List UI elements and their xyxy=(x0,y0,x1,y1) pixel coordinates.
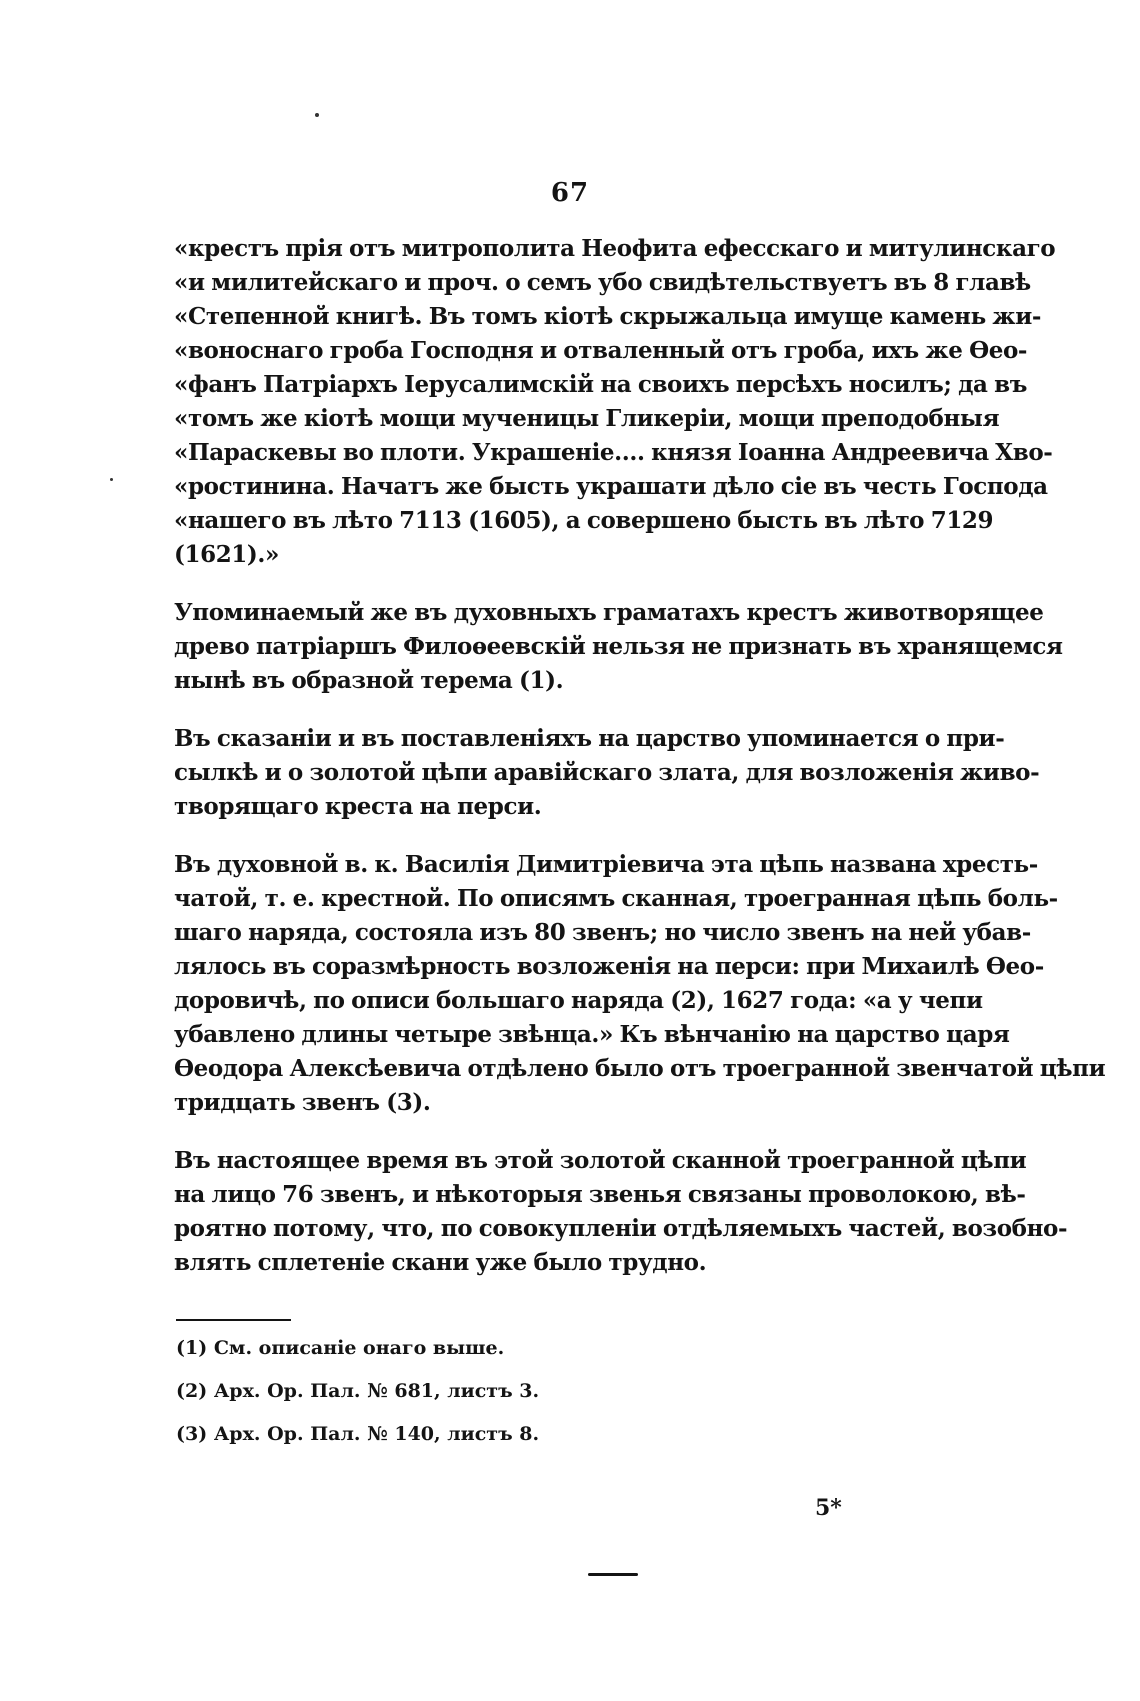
text-line: Въ настоящее время въ этой золотой сканной троегранной цѣпи xyxy=(174,1147,1027,1174)
text-line: «фанъ Патріархъ Іерусалимскій на своихъ персѣхъ носилъ; да въ xyxy=(174,371,1027,398)
text-line: «Степенной книгѣ. Въ томъ кіотѣ скрыжальца имуще камень жи- xyxy=(174,303,1042,330)
text-line: лялось въ соразмѣрность возложенія на перси: при Михаилѣ Ѳео- xyxy=(174,953,1044,980)
paragraph-cross xyxy=(174,596,1063,698)
footnotes xyxy=(176,1336,876,1465)
page-number: 67 xyxy=(550,178,590,208)
text-line: Въ сказаніи и въ поставленіяхъ на царство упоминается о при- xyxy=(174,725,1005,752)
text-line: древо патріаршъ Филоѳеевскій нельзя не признать въ хранящемся xyxy=(174,633,1063,660)
text-line: доровичѣ, по описи большаго наряда (2), 1627 года: «а у чепи xyxy=(174,987,983,1014)
text-line: (1621).» xyxy=(174,541,279,568)
text-line: «и милитейскаго и проч. о семъ убо свидѣтельствуетъ въ 8 главѣ xyxy=(174,269,1031,296)
text-line: «нашего въ лѣто 7113 (1605), а совершено бысть въ лѣто 7129 xyxy=(174,507,994,534)
text-line: Въ духовной в. к. Василія Димитріевича эта цѣпь названа хресть- xyxy=(174,851,1038,878)
footnote-divider xyxy=(176,1319,291,1321)
text-line: влять сплетеніе скани уже было трудно. xyxy=(174,1249,707,1276)
text-line: Упоминаемый же въ духовныхъ граматахъ крестъ животворящее xyxy=(174,599,1044,626)
signature-mark: 5* xyxy=(815,1495,842,1521)
bottom-ornament xyxy=(588,1573,638,1576)
text-line: убавлено длины четыре звѣнца.» Къ вѣнчанію на царство царя xyxy=(174,1021,1010,1048)
text-line: нынѣ въ образной терема (1). xyxy=(174,667,564,694)
text-line: сылкѣ и о золотой цѣпи аравійскаго злата, для возложенія живо- xyxy=(174,759,1040,786)
text-line: тридцать звенъ (3). xyxy=(174,1089,431,1116)
text-line: роятно потому, что, по совокупленіи отдѣляемыхъ частей, возобно- xyxy=(174,1215,1068,1242)
text-line: творящаго креста на перси. xyxy=(174,793,542,820)
body-text xyxy=(174,232,1106,1280)
footnote: (3) Арх. Ор. Пал. № 140, листъ 8. xyxy=(176,1423,540,1445)
text-line: шаго наряда, состояла изъ 80 звенъ; но число звенъ на ней убав- xyxy=(174,919,1031,946)
paragraph-chain-present xyxy=(174,1144,1068,1280)
text-line: на лицо 76 звенъ, и нѣкоторыя звенья связаны проволокою, вѣ- xyxy=(174,1181,1026,1208)
text-line: чатой, т. е. крестной. По описямъ сканная, троегранная цѣпь боль- xyxy=(174,885,1058,912)
paragraph-quotation xyxy=(174,232,1056,572)
text-line: «воноснаго гроба Господня и отваленный отъ гроба, ихъ же Ѳео- xyxy=(174,337,1028,364)
scan-speck xyxy=(110,478,113,481)
footnote: (1) См. описаніе онаго выше. xyxy=(176,1337,505,1359)
text-line: «ростинина. Начатъ же бысть украшати дѣло сіе въ честь Господа xyxy=(174,473,1048,500)
paragraph-chain-legend xyxy=(174,722,1040,824)
footnote: (2) Арх. Ор. Пал. № 681, листъ 3. xyxy=(176,1380,540,1402)
text-line: «Параскевы во плоти. Украшеніе.... князя Іоанна Андреевича Хво- xyxy=(174,439,1053,466)
scan-speck xyxy=(315,113,319,117)
text-line: Ѳеодора Алексѣевича отдѣлено было отъ троегранной звенчатой цѣпи xyxy=(174,1055,1106,1082)
paragraph-chain-history xyxy=(174,848,1106,1120)
text-line: «крестъ прія отъ митрополита Неофита ефесскаго и митулинскаго xyxy=(174,235,1056,262)
text-line: «томъ же кіотѣ мощи мученицы Гликеріи, мощи преподобныя xyxy=(174,405,1000,432)
